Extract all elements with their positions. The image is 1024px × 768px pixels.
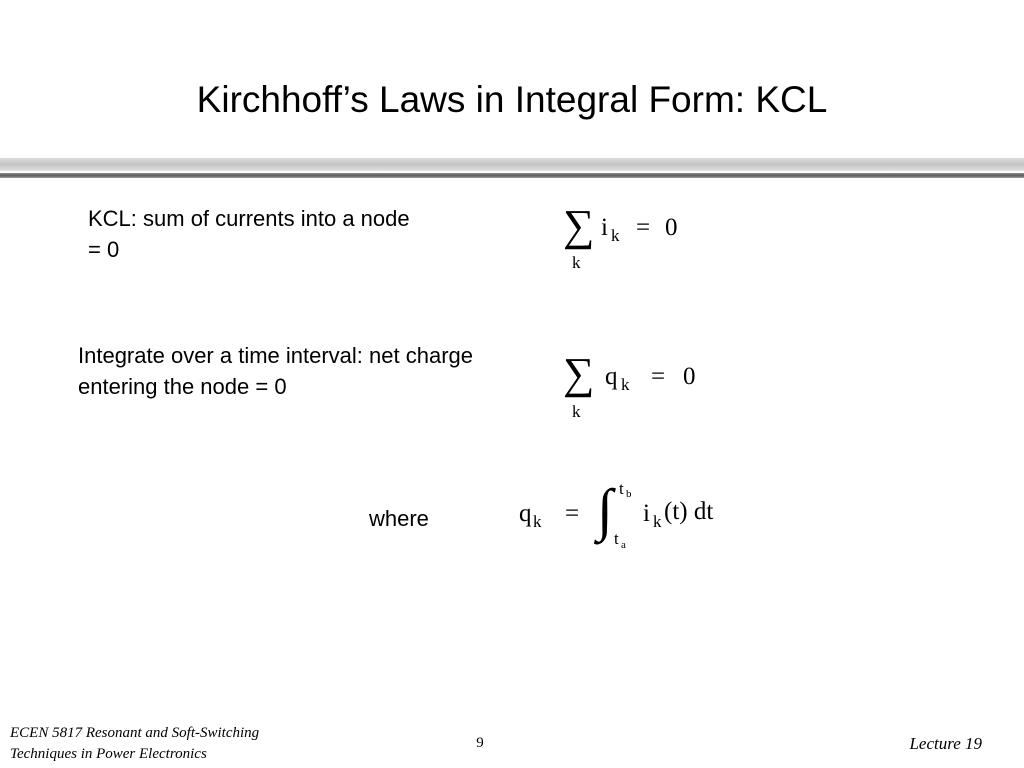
upper-limit-t: t <box>619 479 624 498</box>
lower-limit-subscript: a <box>621 539 626 551</box>
kcl-charge-sum-equation <box>563 349 723 424</box>
lhs-charge-variable: q <box>519 500 532 527</box>
rhs-zero: 0 <box>665 214 678 241</box>
integrand-subscript: k <box>653 512 662 531</box>
footer-course-info <box>10 723 259 765</box>
integral-symbol: ∫ <box>597 477 613 542</box>
footer-page-number: 9 <box>476 735 484 751</box>
charge-subscript: k <box>621 375 630 394</box>
charge-integral-equation <box>515 477 755 557</box>
equals-sign: = <box>565 500 580 527</box>
current-subscript: k <box>611 226 620 245</box>
summation-symbol: ∑ <box>563 201 595 250</box>
lhs-charge-subscript: k <box>533 512 542 531</box>
integrate-statement-text: Integrate over a time interval: net charge entering the node = 0 <box>78 343 473 399</box>
equals-sign: = <box>636 214 651 241</box>
summation-index: k <box>572 402 581 421</box>
slide-title: Kirchhoff’s Laws in Integral Form: KCL <box>196 79 828 120</box>
summation-symbol: ∑ <box>563 349 595 398</box>
kcl-statement-text: KCL: sum of currents into a node = 0 <box>88 206 410 262</box>
integrand-current-variable: i <box>643 500 650 527</box>
footer-course-line1: ECEN 5817 Resonant and Soft-Switching <box>10 725 260 741</box>
equals-sign: = <box>651 363 666 390</box>
summation-index: k <box>572 253 581 272</box>
integrand-rest: (t) dt <box>664 498 714 525</box>
charge-variable: q <box>605 363 618 390</box>
kcl-current-sum-equation <box>563 201 703 274</box>
footer-course-line2: Techniques in Power Electronics <box>10 746 207 762</box>
where-text: where <box>369 506 429 531</box>
title-divider-light <box>0 158 1024 171</box>
current-variable: i <box>601 214 608 241</box>
rhs-zero: 0 <box>683 363 696 390</box>
footer-lecture-label: Lecture 19 <box>909 734 982 753</box>
title-divider-dark <box>0 173 1024 178</box>
lower-limit-t: t <box>614 529 619 548</box>
upper-limit-subscript: b <box>626 488 632 500</box>
